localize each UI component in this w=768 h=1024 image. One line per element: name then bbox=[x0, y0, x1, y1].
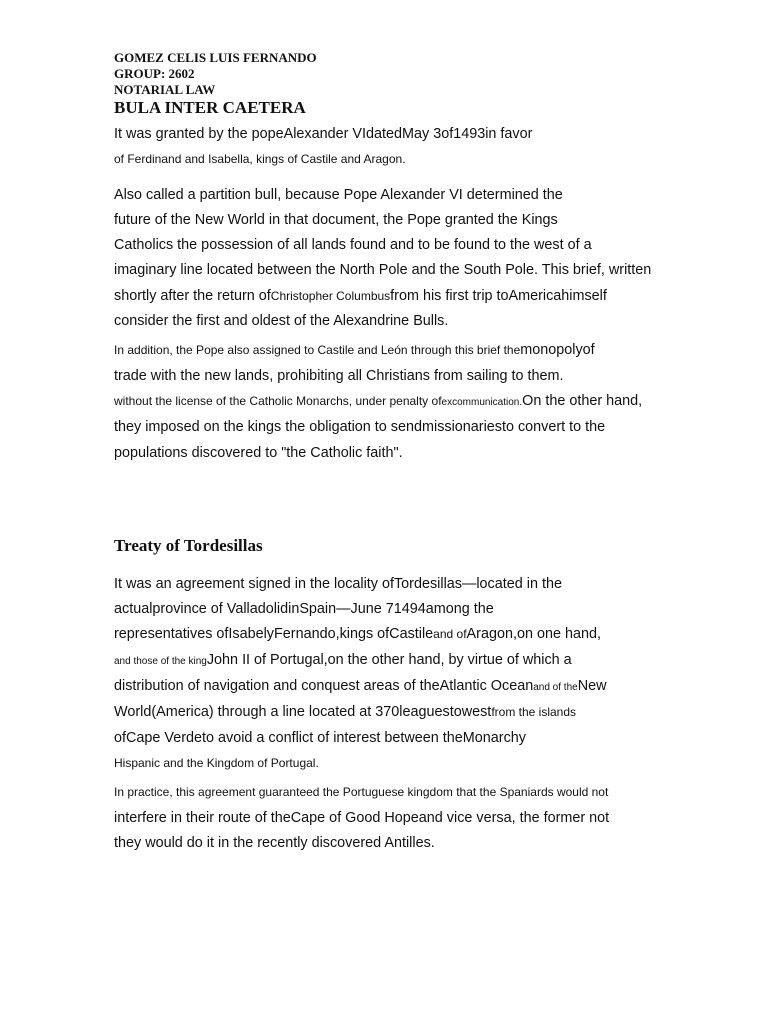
document-page bbox=[114, 50, 694, 856]
text-run: without the license of the Catholic Monarchs, under penalty of bbox=[114, 393, 442, 408]
text-run: from the islands bbox=[491, 705, 577, 720]
paragraph-treaty-agreement bbox=[114, 572, 694, 776]
text-run: distribution of navigation and conquest areas of theAtlantic Ocean bbox=[114, 678, 534, 695]
text-line: trade with the new lands, prohibiting all Christians from sailing to them. bbox=[114, 367, 564, 384]
text-line bbox=[114, 622, 694, 647]
text-line: imaginary line located between the North Pole and the South Pole. This brief, written bbox=[114, 262, 652, 279]
text-line: of Ferdinand and Isabella, kings of Castile and Aragon. bbox=[114, 152, 406, 167]
text-line: It was an agreement signed in the locality ofTordesillas—located in the bbox=[114, 575, 562, 592]
text-line: In practice, this agreement guaranteed the Portuguese kingdom that the Spaniards would not bbox=[114, 785, 609, 800]
text-run: and those of the king bbox=[114, 655, 207, 667]
text-run: and of the bbox=[533, 682, 578, 694]
paragraph-monopoly bbox=[114, 338, 694, 465]
text-line: they imposed on the kings the obligation to sendmissionariesto convert to the bbox=[114, 419, 606, 436]
text-run: Christopher Columbus bbox=[270, 288, 391, 303]
course-label: NOTARIAL LAW bbox=[114, 82, 216, 97]
paragraph-bula-grant bbox=[114, 122, 694, 173]
text-line: future of the New World in that document, the Pope granted the Kings bbox=[114, 211, 558, 228]
text-run: On the other hand, bbox=[522, 392, 643, 409]
text-run: shortly after the return of bbox=[114, 287, 271, 304]
text-run: John II of Portugal,on the other hand, by virtue of which a bbox=[206, 651, 572, 668]
text-line: actualprovince of ValladolidinSpain—June 71494among the bbox=[114, 601, 494, 618]
text-line: ofCape Verdeto avoid a conflict of interest between theMonarchy bbox=[114, 729, 526, 746]
section-title-tordesillas: Treaty of Tordesillas bbox=[114, 535, 263, 555]
section-title-bula: BULA INTER CAETERA bbox=[114, 98, 306, 117]
group-label: GROUP: 2602 bbox=[114, 66, 195, 81]
paragraph-partition-bull bbox=[114, 183, 694, 335]
text-run: Aragon,on one hand, bbox=[466, 626, 601, 643]
text-run: representatives ofIsabelyFernando,kings ofCastile bbox=[114, 626, 434, 643]
text-line: Catholics the possession of all lands found and to be found to the west of a bbox=[114, 237, 592, 254]
text-line bbox=[114, 338, 694, 363]
text-line: populations discovered to "the Catholic faith". bbox=[114, 444, 403, 461]
text-line: they would do it in the recently discovered Antilles. bbox=[114, 834, 435, 851]
paragraph-treaty-practice bbox=[114, 780, 694, 856]
text-run: excommunication. bbox=[441, 396, 523, 408]
text-line: consider the first and oldest of the Alexandrine Bulls. bbox=[114, 313, 449, 330]
text-line bbox=[114, 389, 694, 415]
text-run: and of bbox=[433, 627, 467, 642]
text-line: interfere in their route of theCape of Good Hopeand vice versa, the former not bbox=[114, 809, 610, 826]
text-run: New bbox=[577, 678, 607, 695]
text-line bbox=[114, 648, 694, 674]
text-line: It was granted by the popeAlexander VIdatedMay 3of1493in favor bbox=[114, 126, 533, 142]
text-line bbox=[114, 700, 694, 725]
text-run: In addition, the Pope also assigned to Castile and León through this brief the bbox=[114, 343, 521, 358]
text-line bbox=[114, 284, 694, 309]
text-run: World(America) through a line located at 370leaguestowest bbox=[114, 704, 492, 721]
student-name: GOMEZ CELIS LUIS FERNANDO bbox=[114, 50, 317, 65]
text-run: monopolyof bbox=[520, 342, 595, 359]
text-line: Also called a partition bull, because Pope Alexander VI determined the bbox=[114, 186, 563, 203]
text-run: from his first trip toAmericahimself bbox=[390, 287, 607, 304]
text-line bbox=[114, 674, 694, 700]
text-line: Hispanic and the Kingdom of Portugal. bbox=[114, 755, 319, 770]
